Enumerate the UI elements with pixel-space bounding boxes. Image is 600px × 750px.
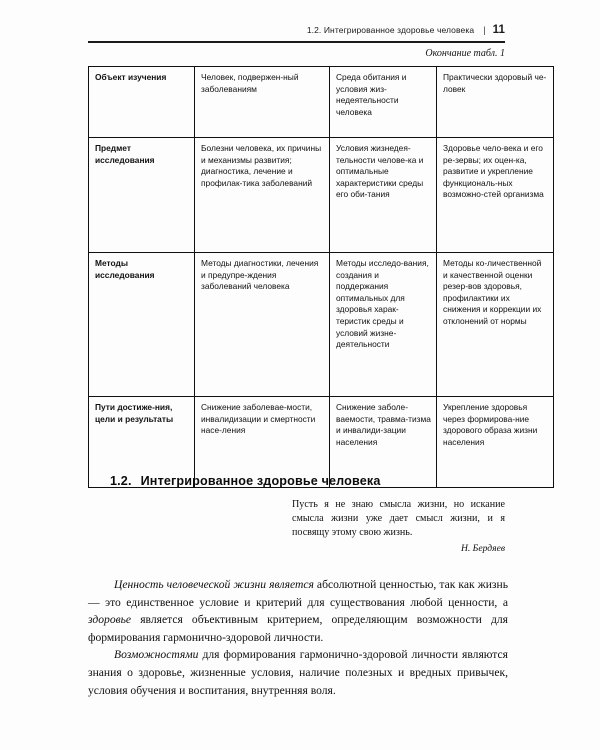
section-heading (110, 474, 381, 488)
row-label: Предмет исследования (89, 138, 195, 253)
row-label: Методы исследования (89, 253, 195, 397)
running-head-separator: | (483, 25, 486, 35)
table-row (89, 138, 554, 253)
row-label: Объект изучения (89, 67, 195, 138)
table-cell: Методы исследо-вания, создания и поддержания оптимальных для здоровья харак-теристик среды и условий жизне-деятельности (330, 253, 437, 397)
paragraph-1-lead: Ценность человеческой жизни является (114, 578, 314, 591)
table-cell: Методы ко-личественной и качественной оценки резер-вов здоровья, профилактики их снижения и коррекции их отклонений от нормы (437, 253, 554, 397)
section-title: Интегрированное здоровье человека (140, 474, 381, 488)
paragraph-2-lead: Возможностями (114, 648, 199, 662)
table-row (89, 67, 554, 138)
row-label: Пути достиже-ния, цели и результаты (89, 397, 195, 488)
table-row (89, 253, 554, 397)
paragraph-1-part-a: абсолютной ценностью, так как жизнь — это единственное условие и критерий для существования любой ценности, а (88, 578, 508, 609)
body-text (88, 576, 508, 699)
paragraph-1-part-b: является объективным критерием, определяющим возможности для формирования гармонично-здоровой личности. (88, 613, 508, 644)
table-cell: Среда обитания и условия жиз-недеятельности человека (330, 67, 437, 138)
epigraph-attribution: Н. Бердяев (460, 543, 505, 554)
section-number: 1.2. (110, 474, 132, 488)
paragraph-2 (88, 646, 508, 699)
paragraph-1-italic-word: здоровье (88, 613, 132, 627)
epigraph-text: Пусть я не знаю смысла жизни, но искание смысла жизни уже дает смысл жизни, и я посвящу этому свою жизнь. (292, 499, 505, 539)
paragraph-2-rest: для формирования гармонично-здоровой личности являются знания о здоровье, жизненные условия, наличие полезных и вредных привычек, условия обучения и воспитания, внутренняя воля. (88, 648, 508, 697)
comparison-table (88, 66, 554, 488)
table-cell: Методы диагностики, лечения и предупре-ждения заболеваний человека (195, 253, 330, 397)
table-caption: Окончание табл. 1 (425, 48, 505, 59)
table-cell: Условия жизнедея-тельности челове-ка и оптимальные характеристики среды его оби-тания (330, 138, 437, 253)
table-cell: Снижение заболе-ваемости, травма-тизма и инвалиди-зации населения (330, 397, 437, 488)
table-cell: Укрепление здоровья через формирова-ние здорового образа жизни населения (437, 397, 554, 488)
running-head-rule (88, 41, 505, 43)
running-head-title: 1.2. Интегрированное здоровье человека (306, 25, 475, 35)
table-cell: Здоровье чело-века и его ре-зервы; их оцен-ка, развитие и укрепление функциональ-ных возможно-стей организма (437, 138, 554, 253)
table-cell: Снижение заболевае-мости, инвалидизации и смертности насе-ления (195, 397, 330, 488)
table-cell: Практически здоровый че-ловек (437, 67, 554, 138)
table-cell: Человек, подвержен-ный заболеваниям (195, 67, 330, 138)
running-head (88, 24, 505, 36)
paragraph-1 (88, 576, 508, 646)
page-number: 11 (492, 24, 505, 36)
table-cell: Болезни человека, их причины и механизмы развития; диагностика, лечение и профилак-тика заболеваний (195, 138, 330, 253)
